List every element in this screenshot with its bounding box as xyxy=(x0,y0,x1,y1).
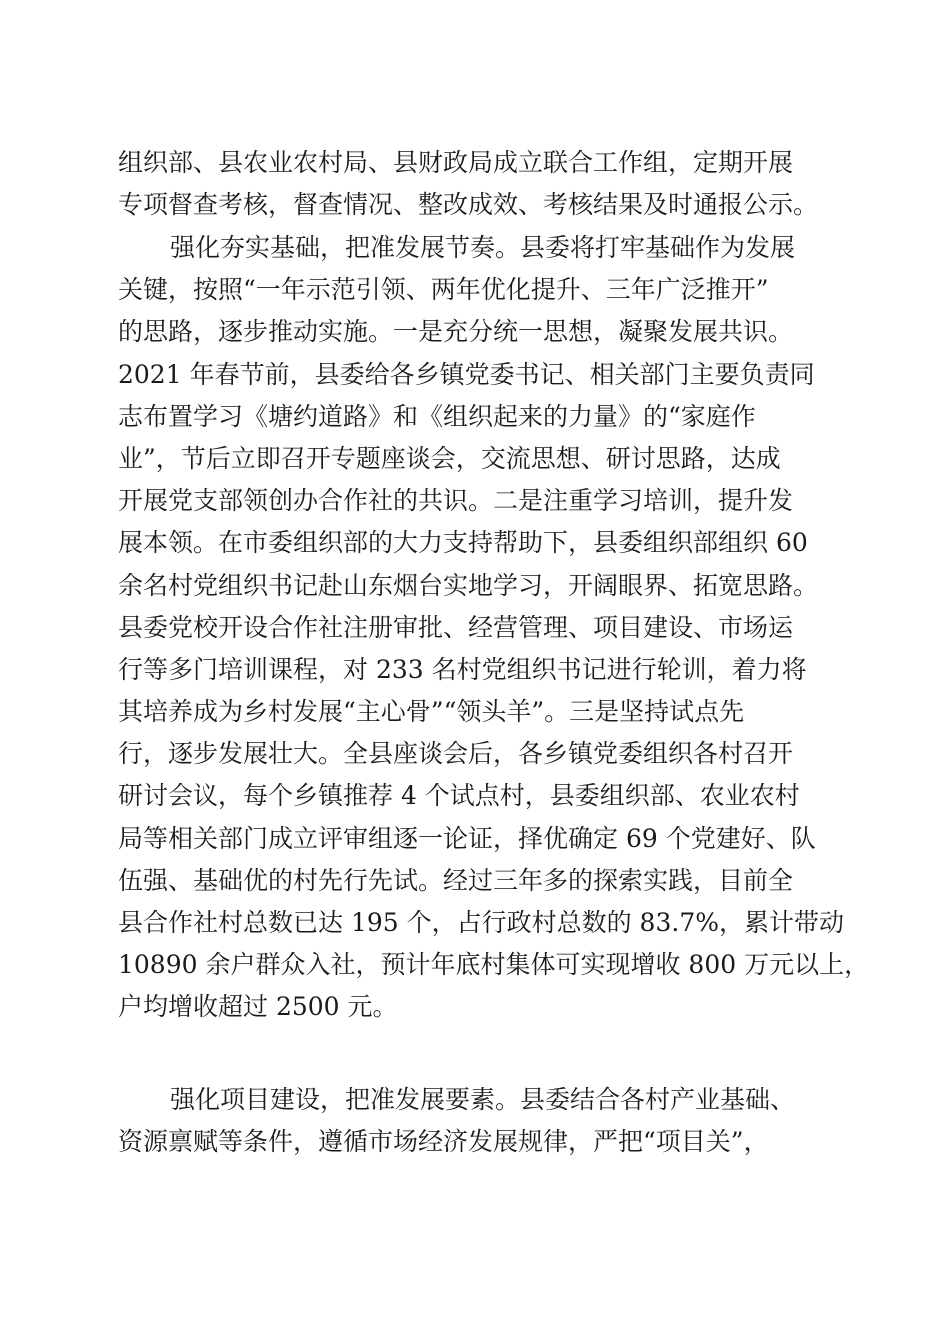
text-line: 开展党支部领创办合作社的共识。二是注重学习培训，提升发 xyxy=(118,486,794,516)
text-line: 关键，按照“一年示范引领、两年优化提升、三年广泛推开” xyxy=(118,275,769,305)
text-line: 展本领。在市委组织部的大力支持帮助下，县委组织部组织 60 xyxy=(118,528,808,558)
text-line: 强化项目建设，把准发展要素。县委结合各村产业基础、 xyxy=(170,1085,796,1114)
text-line: 行，逐步发展壮大。全县座谈会后，各乡镇党委组织各村召开 xyxy=(118,739,794,769)
text-line: 县合作社村总数已达 195 个，占行政村总数的 83.7%，累计带动 xyxy=(118,908,844,937)
text-line: 2021 年春节前，县委给各乡镇党委书记、相关部门主要负责同 xyxy=(118,359,815,389)
paragraph-foundation xyxy=(118,227,870,1029)
paragraph-projects xyxy=(118,1079,848,1163)
text-line: 组织部、县农业农村局、县财政局成立联合工作组，定期开展 xyxy=(118,148,794,177)
text-line: 其培养成为乡村发展“主心骨”“领头羊”。三是坚持试点先 xyxy=(118,697,745,727)
text-line: 10890 余户群众入社，预计年底村集体可实现增收 800 万元以上， xyxy=(118,950,870,980)
text-line: 专项督查考核，督查情况、整改成效、考核结果及时通报公示。 xyxy=(118,190,819,220)
text-line: 强化夯实基础，把准发展节奏。县委将打牢基础作为发展 xyxy=(170,233,796,262)
paragraph-oversight xyxy=(118,142,848,226)
text-line: 伍强、基础优的村先行先试。经过三年多的探索实践，目前全 xyxy=(118,865,794,895)
text-line: 行等多门培训课程，对 233 名村党组织书记进行轮训，着力将 xyxy=(118,654,807,684)
text-line: 余名村党组织书记赴山东烟台实地学习，开阔眼界、拓宽思路。 xyxy=(118,570,819,600)
text-line: 业”，节后立即召开专题座谈会，交流思想、研讨思路，达成 xyxy=(118,443,781,473)
text-line: 志布置学习《塘约道路》和《组织起来的力量》的“家庭作 xyxy=(118,401,756,431)
text-line: 县委党校开设合作社注册审批、经营管理、项目建设、市场运 xyxy=(118,612,794,642)
text-line: 户均增收超过 2500 元。 xyxy=(118,992,398,1022)
text-line: 局等相关部门成立评审组逐一论证，择优确定 69 个党建好、队 xyxy=(118,823,816,853)
text-line: 研讨会议，每个乡镇推荐 4 个试点村，县委组织部、农业农村 xyxy=(118,781,800,811)
text-line: 资源禀赋等条件，遵循市场经济发展规律，严把“项目关”， xyxy=(118,1127,769,1157)
text-line: 的思路，逐步推动实施。一是充分统一思想，凝聚发展共识。 xyxy=(118,317,794,347)
